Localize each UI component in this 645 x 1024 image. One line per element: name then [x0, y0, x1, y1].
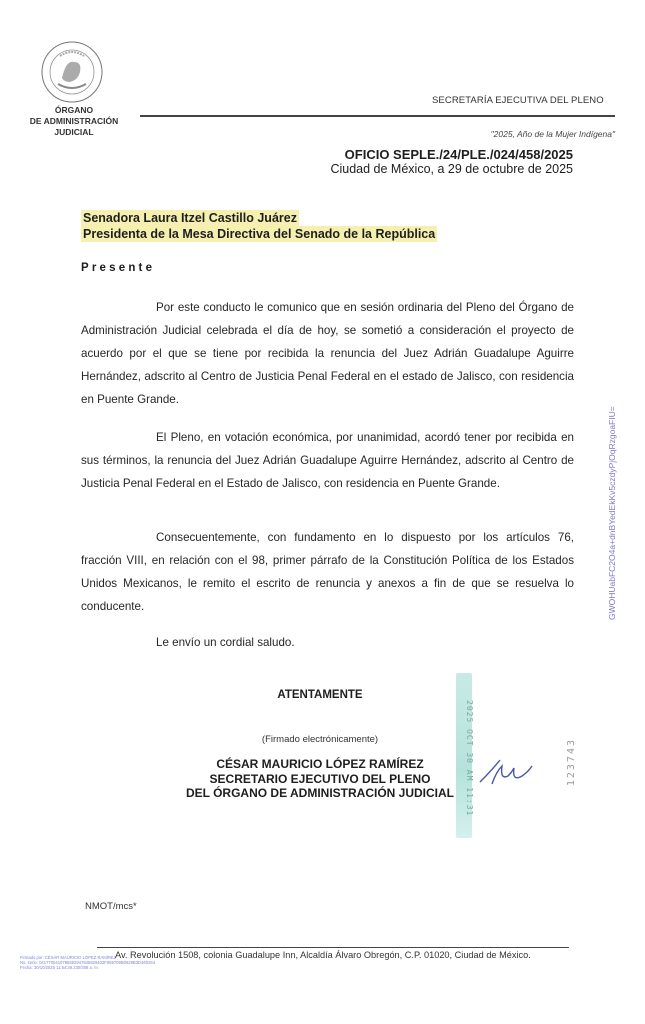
org-line-2: DE ADMINISTRACIÓN — [29, 116, 119, 126]
recipient-title: Presidenta de la Mesa Directiva del Senado de la República — [83, 227, 436, 241]
organization-name — [22, 105, 126, 138]
signer-name: CÉSAR MAURICIO LÓPEZ RAMÍREZ — [216, 757, 424, 771]
place-date: Ciudad de México, a 29 de octubre de 2025 — [330, 162, 573, 176]
org-line-1: ÓRGANO — [54, 105, 94, 115]
recipient-block — [81, 210, 437, 242]
footer-address: Av. Revolución 1508, colonia Guadalupe Inn, Alcaldía Álvaro Obregón, C.P. 01020, Ciudad de México. — [115, 950, 531, 960]
folio-number: 123743 — [566, 738, 577, 787]
department-name: SECRETARÍA EJECUTIVA DEL PLENO — [432, 95, 604, 106]
salutation: Presente — [81, 262, 156, 274]
esign-line-1: Firmado por: CÉSAR MAURICIO LÓPEZ RAMÍREZ — [20, 955, 117, 960]
verification-hash: GWOHUabFC2O4a+dnBYedEkKv5czdyPjOqRzgoaFIU= — [607, 406, 617, 620]
footer-divider — [97, 947, 569, 948]
handwritten-signature-icon — [478, 752, 534, 790]
closing-word: ATENTAMENTE — [277, 689, 363, 701]
signer-position-1: SECRETARIO EJECUTIVO DEL PLENO — [209, 771, 431, 786]
body-paragraph-1: Por este conducto le comunico que en sesión ordinaria del Pleno del Órgano de Administración Judicial celebrada el día de hoy, se sometió a consideración el proyecto de acuerdo por el que se tiene por recibida la renuncia del Juez Adrián Guadalupe Aguirre Hernández, adscrito al Centro de Justicia Penal Federal en el estado de Jalisco, con residencia en Puente Grande. — [81, 301, 574, 406]
signer-position-2: DEL ÓRGANO DE ADMINISTRACIÓN JUDICIAL — [185, 786, 454, 800]
body-paragraph-2: El Pleno, en votación económica, por unanimidad, acordó tener por recibida en sus términos, la renuncia del Juez Adrián Guadalupe Aguirre Hernández, adscrito al Centro de Justicia Penal Federal en el Estado de Jalisco, con residencia en Puente Grande. — [81, 431, 574, 490]
signer-block — [150, 757, 490, 801]
org-line-3: JUDICIAL — [54, 127, 94, 137]
oficio-number: OFICIO SEPLE./24/PLE./024/458/2025 — [344, 147, 573, 162]
esign-metadata — [20, 955, 155, 970]
esign-line-3: Fecha: 30/10/2025 11:54:39.230/308 a. m. — [20, 965, 99, 970]
year-motto: "2025, Año de la Mujer Indígena" — [490, 129, 615, 139]
initials: NMOT/mcs* — [85, 901, 137, 912]
coat-of-arms-seal-icon — [40, 40, 104, 104]
electronic-signature-note: (Firmado electrónicamente) — [261, 734, 379, 745]
esign-line-2: No. serie: 0417700410795592947845829402F069709B0629B3D460264 — [20, 960, 156, 965]
body-paragraph-3: Consecuentemente, con fundamento en lo dispuesto por los artículos 76, fracción VIII, en relación con el 98, primer párrafo de la Constitución Política de los Estados Unidos Mexicanos, le remito el escrito de renuncia y anexos a fin de que se resuelva lo conducente. — [81, 531, 574, 613]
recipient-name: Senadora Laura Itzel Castillo Juárez — [83, 211, 297, 225]
header-divider — [140, 115, 615, 117]
received-stamp-text: 2025 OCT 30 AM 11:31 — [465, 700, 474, 817]
closing-greeting: Le envío un cordial saludo. — [156, 636, 295, 649]
